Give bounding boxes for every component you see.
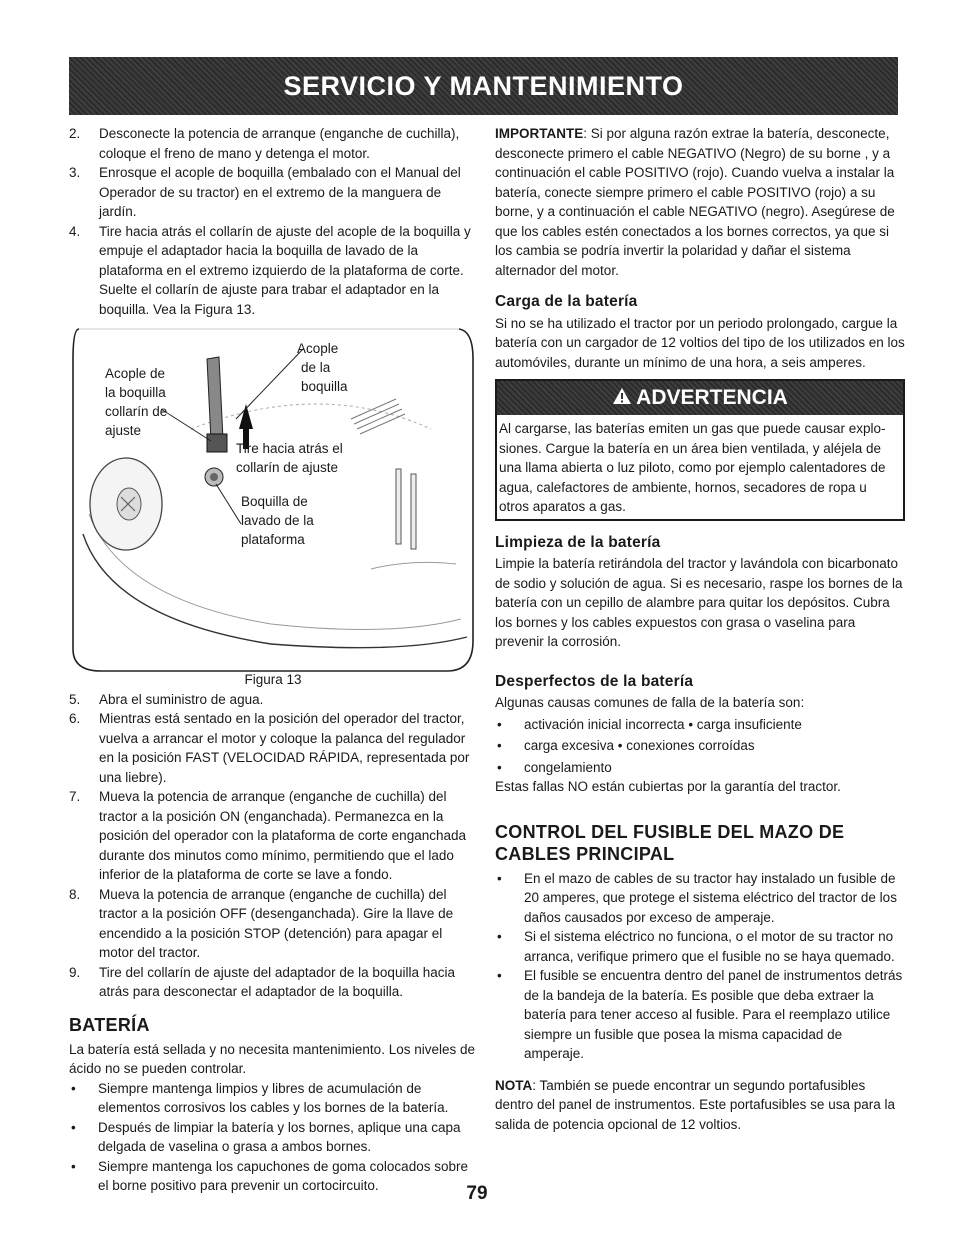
label-tire-hacia-atras: Tire hacia atrás el collarín de ajuste — [236, 441, 343, 475]
fusible-bullet: • Si el sistema eléctrico no funciona, o el motor de su tractor no arranca, verifique primero que el fusible no se haya quemado. — [497, 929, 895, 964]
label-collarin-ajuste: Acople de la boquilla collarín de ajuste — [105, 366, 168, 438]
bateria-heading: BATERÍA — [69, 1014, 150, 1035]
limpieza-heading: Limpieza de la batería — [495, 533, 661, 551]
desperfectos-intro: Algunas causas comunes de falla de la batería son: — [495, 695, 805, 710]
fusible-bullet: • En el mazo de cables de su tractor hay instalado un fusible de 20 amperes, que protege el sistema eléctrico del tractor de los daños causados por exceso de amperaje. — [497, 870, 897, 925]
label-boquilla-lavado: Boquilla de lavado de la plataforma — [241, 494, 314, 547]
bateria-bullet: • Siempre mantenga limpios y libres de acumulación de elementos corrosivos los cables y los bornes de la batería. — [71, 1080, 449, 1115]
advertencia-header — [497, 381, 903, 415]
step-9: 9. Tire del collarín de ajuste del adaptador de la boquilla hacia atrás para desconectar el adaptador de la boquilla. — [69, 964, 455, 999]
carga-text: Si no se ha utilizado el tractor por un periodo prolongado, cargue la batería con un cargador de 12 voltios del tipo de los utilizados en los automóviles, durante un mínimo de una hora, a seis amperes. — [495, 315, 905, 370]
desperfectos-bullet: • congelamiento — [497, 759, 612, 775]
step-3: 3. Enrosque el acople de boquilla (embalado con el Manual del Operador de su tractor) en el extremo de la manguera de jardín. — [69, 165, 461, 219]
step-6: 6. Mientras está sentado en la posición del operador del tractor, vuelva a arrancar el motor y coloque la palanca del regulador en la posición FAST (VELOCIDAD RÁPIDA, representada por una liebre). — [69, 711, 470, 785]
nota-paragraph: NOTA: También se puede encontrar un segundo portafusibles dentro del panel de instrumentos. Este portafusibles se usa para la salida de potencia opcional de 12 voltios. — [495, 1077, 895, 1132]
bateria-bullet: • Después de limpiar la batería y los bornes, aplique una capa delgada de vaselina o grasa a ambos bornes. — [71, 1119, 461, 1154]
page-header-banner — [69, 57, 898, 115]
fusible-bullet: • El fusible se encuentra dentro del panel de instrumentos detrás de la bandeja de la batería. Es posible que deba extraer la batería para tener acceso al fusible. Para el reemplazo utilice siempre un fusible que posea la misma capacidad de amperaje. — [497, 968, 903, 1061]
figure-caption: Figura 13 — [244, 672, 302, 687]
desperfectos-bullet: • activación inicial incorrecta • carga insuficiente — [497, 716, 802, 732]
carga-heading: Carga de la batería — [495, 293, 638, 310]
right-column — [495, 124, 905, 1134]
step-4: 4. Tire hacia atrás el collarín de ajuste del acople de la boquilla y empuje el adaptador hacia la boquilla de lavado de la plataforma en el extremo izquierdo de la plataforma de corte. Suelte el collarín de ajuste para trabar el adaptador en la boquilla. Vea la Figura 13. — [69, 223, 471, 317]
step-2: 2. Desconecte la potencia de arranque (enganche de cuchilla), coloque el freno de mano y detenga el motor. — [69, 126, 460, 161]
step-7: 7. Mueva la potencia de arranque (enganche de cuchilla) del tractor a la posición ON (enganchada). Permanezca en la posición del operador con la plataforma de corte enganchada durante dos minutos como mínimo, permitiendo que el lado inferior de la plataforma de corte se lave a fondo. — [69, 789, 466, 882]
label-acople-boquilla: Acople de la boquilla — [297, 341, 348, 394]
advertencia-box — [495, 379, 905, 521]
advertencia-title: ADVERTENCIA — [636, 386, 788, 410]
bateria-intro: La batería está sellada y no necesita mantenimiento. Los niveles de ácido no se pueden controlar. — [69, 1041, 476, 1076]
desperfectos-heading: Desperfectos de la batería — [495, 672, 694, 690]
figure-13 — [71, 319, 475, 674]
page-number: 79 — [466, 1183, 488, 1204]
step-5: 5. Abra el suministro de agua. — [69, 691, 264, 707]
limpieza-text: Limpie la batería retirándola del tractor y lavándola con bicarbonato de sodio y solución de agua. Si es necesario, raspe los bornes de la batería con un cepillo de alambre para quitar los depósitos. Cubra los bornes y los cables expuestos con grasa o vaselina para prevenir la corrosión. — [495, 556, 903, 649]
warning-triangle-icon — [612, 387, 632, 409]
fusible-heading: CONTROL DEL FUSIBLE DEL MAZO DE CABLES PRINCIPAL — [495, 821, 845, 864]
step-8: 8. Mueva la potencia de arranque (enganche de cuchilla) del tractor a la posición OFF (desenganchada). Gire la llave de encendido a la posición STOP (detención) para apagar el motor del tractor. — [69, 886, 454, 960]
advertencia-text: Al cargarse, las baterías emiten un gas que puede causar explo-siones. Cargue la batería en un área bien ventilada, y aléjela de una llama abierta o luz piloto, como por ejemplo calentadores de agua, calefactores de ambiente, hornos, secadores de ropa u otros aparatos a gas. — [499, 421, 886, 514]
bateria-bullet: • Siempre mantenga los capuchones de goma colocados sobre el borne positivo para prevenir un cortocircuito. — [71, 1158, 468, 1193]
left-column — [69, 124, 477, 1196]
desperfectos-bullet: • carga excesiva • conexiones corroídas — [497, 738, 755, 753]
page-header-title: SERVICIO Y MANTENIMIENTO — [283, 70, 684, 101]
desperfectos-outro: Estas fallas NO están cubiertas por la garantía del tractor. — [495, 779, 841, 794]
importante-paragraph: IMPORTANTE: Si por alguna razón extrae la batería, desconecte, desconecte primero el cable NEGATIVO (Negro) de su borne , y a continuación el cable POSITIVO (rojo). Cuando vuelva a instalar la batería, conecte siempre primero el cable POSITIVO (rojo) a su borne, y a continuación el cable NEGATIVO (negro). Asegúrese de que los cables estén conectados a los bornes correctos, ya que si los cambia se podría invertir la polaridad y dañar el sistema alternador del motor. — [495, 126, 895, 278]
